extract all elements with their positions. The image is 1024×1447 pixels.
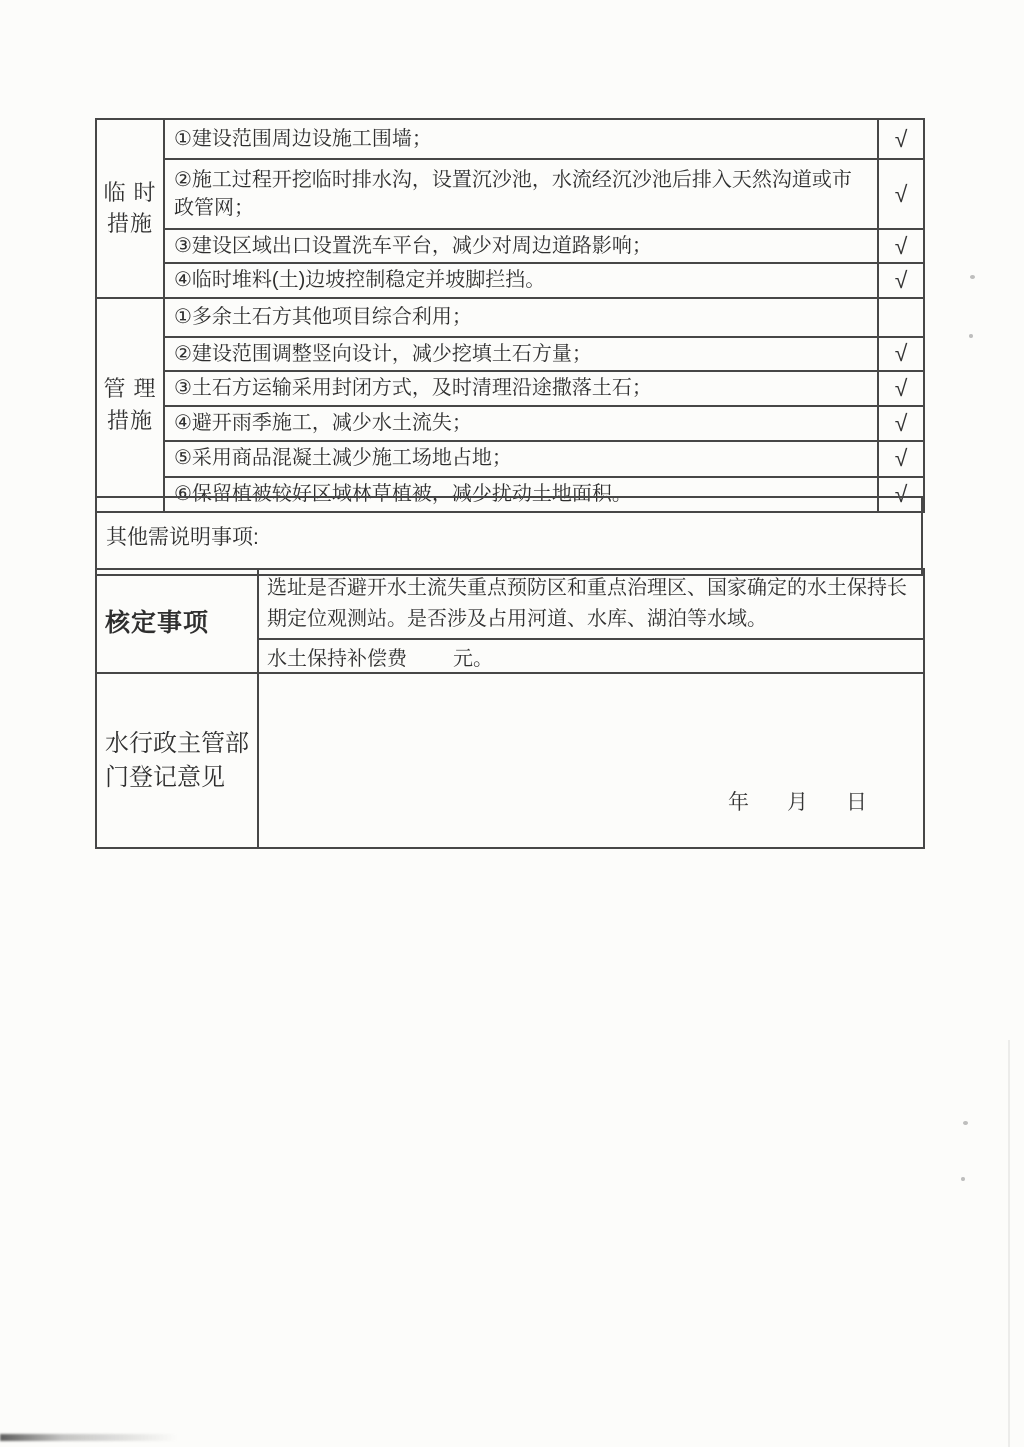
date-placeholder	[728, 786, 923, 816]
measure-text: ⑥保留植被较好区域林草植被，减少扰动土地面积。	[164, 477, 878, 512]
measure-text: ④避开雨季施工，减少水土流失；	[164, 406, 878, 440]
check-mark-cell: √	[878, 406, 924, 440]
check-mark-cell: √	[878, 229, 924, 263]
measure-text: ③土石方运输采用封闭方式，及时清理沿途撒落土石；	[164, 371, 878, 406]
section-label-line: 措施	[106, 407, 153, 433]
verification-items-label: 核定事项	[96, 569, 258, 673]
day-label: 日	[846, 791, 867, 814]
month-label: 月	[787, 791, 808, 814]
measure-text: ②施工过程开挖临时排水沟，设置沉沙池，水流经沉沙池后排入天然沟道或市政管网；	[164, 159, 878, 229]
fee-unit-label: 元。	[453, 647, 493, 670]
scan-speck	[961, 1177, 965, 1181]
scan-edge-line	[1008, 1040, 1010, 1447]
check-mark-cell: √	[878, 371, 924, 406]
section-label-line: 临 时	[103, 179, 157, 205]
registration-opinion-label: 水行政主管部门登记意见	[96, 673, 258, 848]
scan-speck	[970, 275, 975, 279]
measure-text: ①建设范围周边设施工围墙；	[164, 119, 878, 159]
section-label-temporary-measures	[96, 119, 164, 298]
scan-speck	[963, 1121, 968, 1125]
measure-text: ⑤采用商品混凝土减少施工场地占地；	[164, 441, 878, 477]
check-mark-cell	[878, 298, 924, 337]
check-mark-cell: √	[878, 337, 924, 371]
year-label: 年	[728, 791, 749, 814]
other-notes-cell: 其他需说明事项:	[96, 497, 922, 575]
section-label-line: 管 理	[103, 375, 157, 401]
measure-text: ④临时堆料(土)边坡控制稳定并坡脚拦挡。	[164, 263, 878, 297]
section-label-line: 措施	[106, 211, 153, 237]
check-mark-cell: √	[878, 119, 924, 159]
check-mark-cell: √	[878, 477, 924, 512]
scan-speck	[969, 334, 973, 338]
measure-text: ③建设区域出口设置洗车平台，减少对周边道路影响；	[164, 229, 878, 263]
fee-label: 水土保持补偿费	[267, 647, 407, 670]
other-notes-table	[95, 496, 923, 576]
check-mark-cell: √	[878, 159, 924, 229]
measure-text: ①多余土石方其他项目综合利用；	[164, 298, 878, 337]
verification-registration-table	[95, 568, 925, 849]
check-mark-cell: √	[878, 441, 924, 477]
scan-smudge	[0, 1434, 178, 1441]
compensation-fee-cell	[258, 639, 924, 673]
measures-table	[95, 118, 925, 513]
section-label-management-measures	[96, 298, 164, 512]
siting-requirements-text: 选址是否避开水土流失重点预防区和重点治理区、国家确定的水土保持长期定位观测站。是否涉及占用河道、水库、湖泊等水域。	[258, 569, 924, 639]
check-mark-cell: √	[878, 263, 924, 297]
measure-text: ②建设范围调整竖向设计，减少挖填土石方量；	[164, 337, 878, 371]
registration-opinion-cell	[258, 673, 924, 848]
